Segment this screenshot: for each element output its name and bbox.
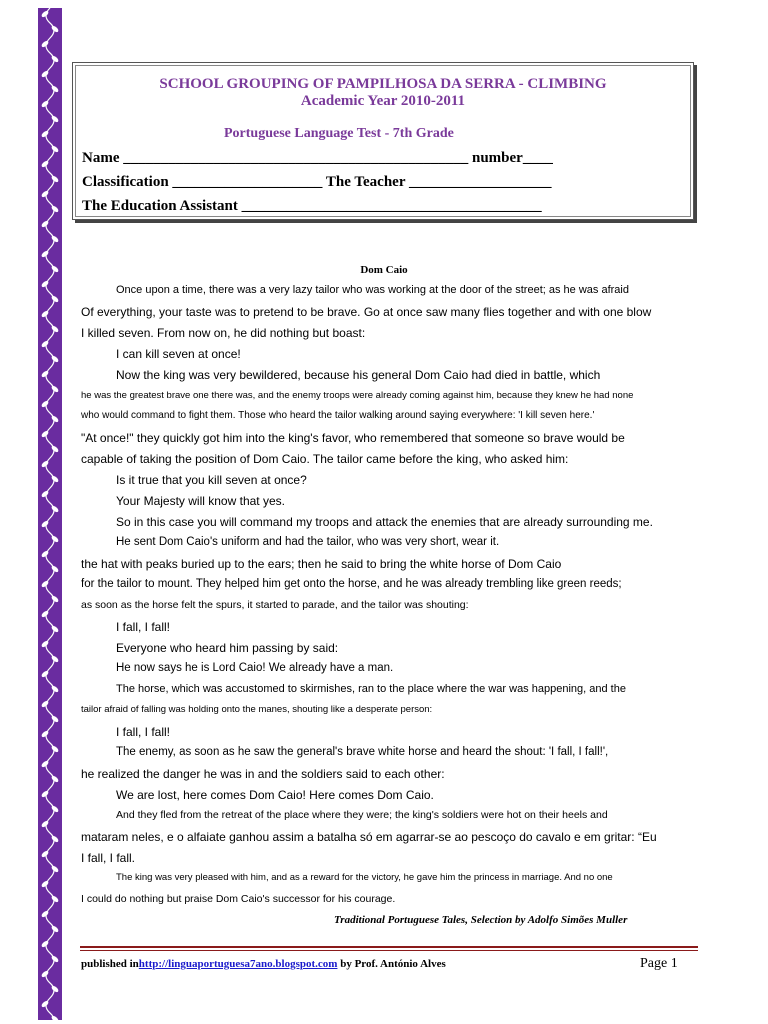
classification-field-line: Classification ____________________ The Teacher ___________________ [82,174,552,190]
page-number: Page 1 [640,956,678,971]
header-box [72,62,694,220]
story-line: Of everything, your taste was to pretend to be brave. Go at once saw many flies together and with one blow [81,305,652,319]
story-line: I can kill seven at once! [116,347,241,361]
footer-rule-thin [80,950,698,951]
story-line: The enemy, as soon as he saw the general's brave white horse and heard the shout: 'I fall, I fall!', [116,746,609,758]
story-line: he realized the danger he was in and the soldiers said to each other: [81,767,445,781]
footer-suffix: by Prof. António Alves [337,958,446,970]
story-line: as soon as the horse felt the spurs, it started to parade, and the tailor was shouting: [81,599,469,611]
story-line: I fall, I fall! [116,620,171,634]
story-line: Is it true that you kill seven at once? [116,473,307,487]
story-line: Now the king was very bewildered, because his general Dom Caio had died in battle, which [116,368,601,382]
attribution: Traditional Portuguese Tales, Selection by Adolfo Simões Muller [334,914,628,926]
story-line: Your Majesty will know that yes. [116,494,285,508]
story-line: I killed seven. From now on, he did nothing but boast: [81,326,366,340]
story-line: So in this case you will command my troops and attack the enemies that are already surrounding me. [116,515,653,529]
academic-year: Academic Year 2010-2011 [300,93,466,109]
school-title: SCHOOL GROUPING OF PAMPILHOSA DA SERRA - CLIMBING [159,76,607,92]
story-line: He sent Dom Caio's uniform and had the tailor, who was very short, wear it. [116,536,500,548]
story-line: I fall, I fall! [116,725,171,739]
story-line: I fall, I fall. [81,851,136,865]
story-line: I could do nothing but praise Dom Caio's successor for his courage. [81,893,396,905]
story-line: capable of taking the position of Dom Caio. The tailor came before the king, who asked him: [81,452,569,466]
footer-rule [80,946,698,948]
story-line: tailor afraid of falling was holding onto the manes, shouting like a desperate person: [81,704,433,715]
test-title: Portuguese Language Test - 7th Grade [224,126,454,141]
story-line: he was the greatest brave one there was, and the enemy troops were already coming against him, because they knew he had none [81,390,634,401]
story-line: for the tailor to mount. They helped him get onto the horse, and he was already trembling like green reeds; [81,578,622,590]
story-line: He now says he is Lord Caio! We already have a man. [116,662,394,674]
story-line: The horse, which was accustomed to skirmishes, ran to the place where the war was happening, and the [116,683,626,695]
story-title: Dom Caio [360,264,408,276]
footer-credit [81,958,446,970]
story-line: "At once!" they quickly got him into the king's favor, who remembered that someone so brave would be [81,431,625,445]
story-line: And they fled from the retreat of the place where they were; the king's soldiers were hot on their heels and [116,809,608,821]
name-field-line: Name ______________________________________________ number____ [82,150,553,166]
story-line: who would command to fight them. Those who heard the tailor walking around saying everywhere: 'I kill seven here.' [81,410,595,421]
blog-link[interactable]: http://linguaportuguesa7ano.blogspot.com [138,958,338,970]
story-line: The king was very pleased with him, and as a reward for the victory, he gave him the princess in marriage. And no one [116,872,613,883]
vine-border-icon [38,8,62,1020]
story-line: mataram neles, e o alfaiate ganhou assim a batalha só em agarrar-se ao pescoço do cavalo e em gritar: “Eu [81,830,657,844]
story-line: Everyone who heard him passing by said: [116,641,339,655]
story-line: Once upon a time, there was a very lazy tailor who was working at the door of the street; as he was afraid [116,284,629,296]
story-line: We are lost, here comes Dom Caio! Here comes Dom Caio. [116,788,434,802]
story-line: the hat with peaks buried up to the ears; then he said to bring the white horse of Dom Caio [81,557,562,571]
assistant-field-line: The Education Assistant ________________________________________ [82,198,542,214]
footer-prefix: published in [81,958,139,970]
